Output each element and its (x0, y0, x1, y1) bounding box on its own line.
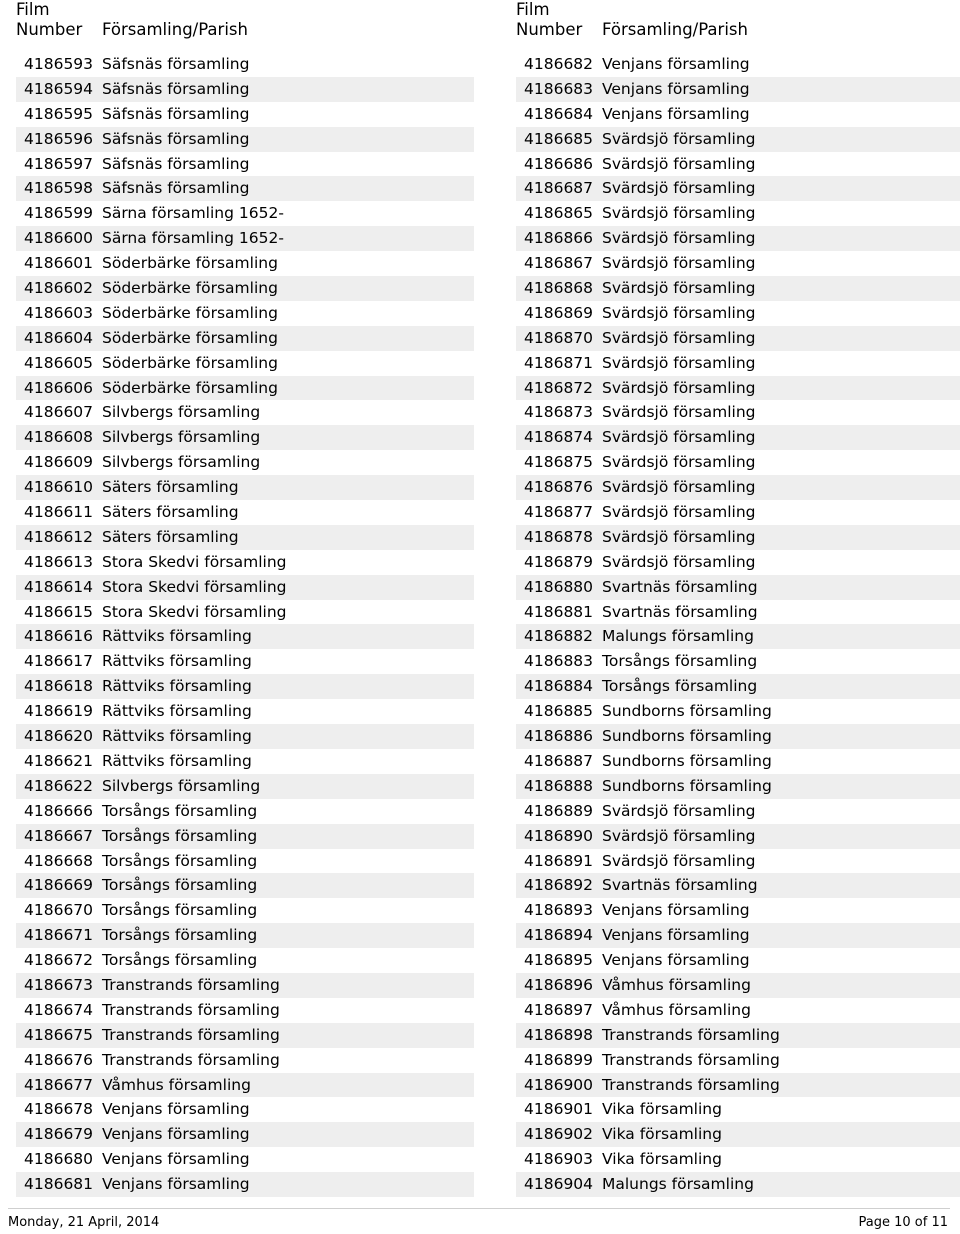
table-row (516, 649, 960, 674)
parish-name: Malungs församling (602, 1175, 754, 1194)
film-number: 4186682 (524, 55, 594, 73)
film-number: 4186878 (524, 527, 594, 546)
parish-name: Svärdsjö församling (602, 851, 756, 870)
table-row (516, 824, 960, 849)
table-row (516, 699, 960, 724)
table-row (516, 500, 960, 525)
table-row (516, 550, 960, 575)
film-number: 4186684 (524, 104, 594, 123)
film-number: 4186677 (24, 1075, 94, 1094)
film-number: 4186898 (524, 1025, 594, 1044)
parish-name: Venjans församling (602, 79, 750, 98)
parish-name: Venjans församling (602, 951, 750, 970)
table-row (16, 824, 474, 849)
parish-name: Rättviks församling (102, 751, 252, 770)
table-row (516, 376, 960, 401)
film-number: 4186609 (24, 453, 94, 472)
film-number: 4186617 (24, 652, 94, 671)
table-row (516, 525, 960, 550)
table-row (516, 52, 960, 77)
parish-name: Söderbärke församling (102, 353, 278, 372)
table-row (516, 948, 960, 973)
film-number: 4186874 (524, 428, 594, 447)
parish-name: Våmhus församling (602, 1000, 751, 1019)
parish-name: Svärdsjö församling (602, 801, 756, 820)
parish-name: Silvbergs församling (102, 453, 261, 472)
film-number: 4186668 (24, 851, 94, 870)
parish-name: Söderbärke församling (102, 378, 278, 397)
parish-name: Särna församling 1652- (102, 229, 284, 248)
film-number: 4186685 (524, 129, 594, 148)
film-number: 4186621 (24, 751, 94, 770)
table-row (16, 276, 474, 301)
parish-name: Sundborns församling (602, 702, 772, 721)
parish-name: Söderbärke församling (102, 328, 278, 347)
column-header (516, 0, 960, 52)
film-number: 4186865 (524, 204, 594, 223)
parish-name: Rättviks församling (102, 677, 252, 696)
table-row (516, 898, 960, 923)
film-number: 4186881 (524, 602, 594, 621)
parish-name: Säters församling (102, 478, 239, 497)
film-number: 4186604 (24, 328, 94, 347)
film-number: 4186901 (524, 1100, 594, 1119)
parish-name: Torsångs församling (102, 926, 258, 945)
table-row (516, 326, 960, 351)
table-row (16, 550, 474, 575)
film-number: 4186622 (24, 776, 94, 795)
parish-name: Sundborns församling (602, 727, 772, 746)
table-row (16, 1023, 474, 1048)
table-row (16, 1147, 474, 1172)
parish-name: Sundborns församling (602, 751, 772, 770)
parish-name: Venjans församling (602, 104, 750, 123)
film-number: 4186620 (24, 727, 94, 746)
film-number: 4186680 (24, 1150, 94, 1169)
film-number: 4186596 (24, 129, 94, 148)
parish-name: Våmhus församling (602, 975, 751, 994)
table-row (516, 102, 960, 127)
table-row (16, 1073, 474, 1098)
table-row (516, 1023, 960, 1048)
film-number: 4186598 (24, 179, 94, 198)
table-row (16, 77, 474, 102)
footer-divider (8, 1208, 950, 1209)
table-row (516, 152, 960, 177)
parish-name: Säters församling (102, 527, 239, 546)
table-row (516, 575, 960, 600)
film-number: 4186602 (24, 279, 94, 298)
table-row (16, 624, 474, 649)
film-number: 4186882 (524, 627, 594, 646)
table-row (516, 201, 960, 226)
parish-name: Transtrands församling (102, 1050, 280, 1069)
parish-name: Svärdsjö församling (602, 826, 756, 845)
table-row (16, 575, 474, 600)
parish-name: Torsångs församling (102, 951, 258, 970)
film-number: 4186893 (524, 901, 594, 920)
film-number: 4186600 (24, 229, 94, 248)
film-number: 4186667 (24, 826, 94, 845)
parish-name: Rättviks församling (102, 627, 252, 646)
film-number: 4186873 (524, 403, 594, 422)
table-row (16, 724, 474, 749)
parish-name: Rättviks församling (102, 652, 252, 671)
left-column (16, 0, 474, 1197)
table-row (16, 351, 474, 376)
table-row (16, 799, 474, 824)
table-row (16, 849, 474, 874)
film-number: 4186615 (24, 602, 94, 621)
film-number: 4186890 (524, 826, 594, 845)
table-row (516, 1172, 960, 1197)
film-number: 4186902 (524, 1125, 594, 1144)
table-row (516, 774, 960, 799)
table-row (16, 226, 474, 251)
table-row (16, 176, 474, 201)
parish-name: Svärdsjö församling (602, 527, 756, 546)
parish-name: Svärdsjö församling (602, 378, 756, 397)
film-number: 4186686 (524, 154, 594, 173)
parish-name: Venjans församling (102, 1100, 250, 1119)
film-number: 4186883 (524, 652, 594, 671)
table-row (516, 251, 960, 276)
table-row (16, 1048, 474, 1073)
parish-name: Rättviks församling (102, 727, 252, 746)
table-row (516, 127, 960, 152)
table-row (516, 276, 960, 301)
parish-name: Transtrands församling (602, 1025, 780, 1044)
film-number-header (16, 0, 96, 40)
parish-name: Venjans församling (602, 926, 750, 945)
table-row (516, 749, 960, 774)
table-row (16, 774, 474, 799)
parish-name: Svärdsjö församling (602, 453, 756, 472)
table-row (516, 176, 960, 201)
film-number: 4186903 (524, 1150, 594, 1169)
table-row (16, 1172, 474, 1197)
parish-name: Venjans församling (602, 901, 750, 920)
table-row (16, 102, 474, 127)
film-label: Film (516, 0, 550, 19)
parish-name: Sundborns församling (602, 776, 772, 795)
table-row (516, 450, 960, 475)
table-row (16, 52, 474, 77)
film-number: 4186670 (24, 901, 94, 920)
film-number: 4186872 (524, 378, 594, 397)
film-number: 4186894 (524, 926, 594, 945)
table-row (16, 699, 474, 724)
parish-name: Vika församling (602, 1150, 722, 1169)
parish-name: Torsångs församling (102, 876, 258, 895)
table-row (16, 326, 474, 351)
film-number-header (516, 0, 596, 40)
table-row (516, 873, 960, 898)
left-rows (16, 52, 474, 1197)
parish-name: Venjans församling (602, 55, 750, 73)
parish-name: Söderbärke församling (102, 254, 278, 273)
film-number: 4186880 (524, 577, 594, 596)
table-row (516, 1097, 960, 1122)
film-number: 4186603 (24, 303, 94, 322)
table-row (516, 400, 960, 425)
film-number: 4186594 (24, 79, 94, 98)
film-number: 4186892 (524, 876, 594, 895)
parish-name: Transtrands församling (102, 1000, 280, 1019)
right-rows (516, 52, 960, 1197)
film-number: 4186877 (524, 503, 594, 522)
film-number: 4186597 (24, 154, 94, 173)
film-number: 4186593 (24, 55, 94, 73)
parish-name: Stora Skedvi församling (102, 552, 287, 571)
film-number: 4186673 (24, 975, 94, 994)
table-row (516, 425, 960, 450)
table-row (516, 799, 960, 824)
film-number: 4186610 (24, 478, 94, 497)
film-number: 4186674 (24, 1000, 94, 1019)
parish-name: Torsångs församling (602, 652, 758, 671)
film-number: 4186888 (524, 776, 594, 795)
film-number: 4186870 (524, 328, 594, 347)
footer-page-number: Page 10 of 11 (858, 1215, 948, 1230)
film-number: 4186613 (24, 552, 94, 571)
table-row (516, 351, 960, 376)
parish-name: Säfsnäs församling (102, 129, 250, 148)
parish-name: Svärdsjö församling (602, 229, 756, 248)
table-row (16, 201, 474, 226)
table-row (16, 923, 474, 948)
table-row (516, 77, 960, 102)
table-row (16, 649, 474, 674)
number-label: Number (16, 20, 83, 39)
table-row (16, 973, 474, 998)
film-number: 4186618 (24, 677, 94, 696)
parish-name: Torsångs församling (102, 826, 258, 845)
parish-name: Venjans församling (102, 1175, 250, 1194)
film-number: 4186679 (24, 1125, 94, 1144)
film-number: 4186619 (24, 702, 94, 721)
film-number: 4186866 (524, 229, 594, 248)
parish-name: Stora Skedvi församling (102, 602, 287, 621)
film-number: 4186681 (24, 1175, 94, 1194)
film-number: 4186895 (524, 951, 594, 970)
film-number: 4186669 (24, 876, 94, 895)
film-number: 4186899 (524, 1050, 594, 1069)
parish-name: Svärdsjö församling (602, 279, 756, 298)
parish-name: Transtrands församling (602, 1075, 780, 1094)
table-row (516, 674, 960, 699)
parish-name: Torsångs församling (102, 801, 258, 820)
film-label: Film (16, 0, 50, 19)
film-number: 4186875 (524, 453, 594, 472)
table-row (16, 152, 474, 177)
table-row (16, 525, 474, 550)
film-number: 4186683 (524, 79, 594, 98)
table-row (16, 475, 474, 500)
parish-name: Säfsnäs församling (102, 55, 250, 73)
table-row (16, 500, 474, 525)
parish-name: Transtrands församling (102, 975, 280, 994)
parish-name: Svärdsjö församling (602, 179, 756, 198)
parish-name: Rättviks församling (102, 702, 252, 721)
film-number: 4186672 (24, 951, 94, 970)
parish-header: Församling/Parish (102, 20, 248, 39)
table-row (16, 998, 474, 1023)
table-row (516, 923, 960, 948)
film-number: 4186887 (524, 751, 594, 770)
parish-name: Säfsnäs församling (102, 154, 250, 173)
film-number: 4186612 (24, 527, 94, 546)
parish-name: Söderbärke församling (102, 279, 278, 298)
parish-name: Transtrands församling (602, 1050, 780, 1069)
film-number: 4186601 (24, 254, 94, 273)
film-number: 4186611 (24, 503, 94, 522)
table-row (16, 301, 474, 326)
film-number: 4186891 (524, 851, 594, 870)
table-row (516, 226, 960, 251)
footer-date: Monday, 21 April, 2014 (8, 1215, 160, 1230)
film-number: 4186608 (24, 428, 94, 447)
parish-name: Säters församling (102, 503, 239, 522)
parish-name: Svärdsjö församling (602, 478, 756, 497)
parish-name: Säfsnäs församling (102, 179, 250, 198)
parish-name: Silvbergs församling (102, 428, 261, 447)
number-label: Number (516, 20, 583, 39)
film-number: 4186599 (24, 204, 94, 223)
parish-name: Säfsnäs församling (102, 104, 250, 123)
film-number: 4186884 (524, 677, 594, 696)
column-header (16, 0, 474, 52)
parish-name: Svärdsjö församling (602, 129, 756, 148)
parish-name: Vika församling (602, 1100, 722, 1119)
parish-name: Svartnäs församling (602, 876, 758, 895)
parish-name: Svartnäs församling (602, 577, 758, 596)
table-row (516, 724, 960, 749)
parish-name: Säfsnäs församling (102, 79, 250, 98)
film-number: 4186867 (524, 254, 594, 273)
film-number: 4186876 (524, 478, 594, 497)
table-row (16, 674, 474, 699)
table-row (516, 998, 960, 1023)
film-number: 4186595 (24, 104, 94, 123)
film-number: 4186897 (524, 1000, 594, 1019)
film-number: 4186869 (524, 303, 594, 322)
parish-name: Svärdsjö församling (602, 353, 756, 372)
film-number: 4186896 (524, 975, 594, 994)
parish-header: Församling/Parish (602, 20, 748, 39)
parish-name: Svärdsjö församling (602, 428, 756, 447)
film-number: 4186687 (524, 179, 594, 198)
parish-name: Silvbergs församling (102, 776, 261, 795)
film-number: 4186607 (24, 403, 94, 422)
table-row (516, 849, 960, 874)
parish-name: Svärdsjö församling (602, 154, 756, 173)
table-row (16, 600, 474, 625)
film-number: 4186676 (24, 1050, 94, 1069)
film-number: 4186605 (24, 353, 94, 372)
film-number: 4186885 (524, 702, 594, 721)
table-row (16, 1097, 474, 1122)
parish-name: Svärdsjö församling (602, 204, 756, 223)
parish-name: Svärdsjö församling (602, 328, 756, 347)
parish-name: Svärdsjö församling (602, 403, 756, 422)
parish-name: Torsångs församling (102, 901, 258, 920)
table-row (16, 400, 474, 425)
film-number: 4186879 (524, 552, 594, 571)
table-row (516, 1122, 960, 1147)
table-row (516, 624, 960, 649)
table-row (516, 475, 960, 500)
film-number: 4186666 (24, 801, 94, 820)
parish-name: Transtrands församling (102, 1025, 280, 1044)
parish-name: Venjans församling (102, 1150, 250, 1169)
film-number: 4186606 (24, 378, 94, 397)
table-row (16, 376, 474, 401)
parish-name: Våmhus församling (102, 1075, 251, 1094)
film-number: 4186868 (524, 279, 594, 298)
film-number: 4186614 (24, 577, 94, 596)
film-number: 4186900 (524, 1075, 594, 1094)
parish-name: Malungs församling (602, 627, 754, 646)
parish-name: Torsångs församling (602, 677, 758, 696)
parish-name: Torsångs församling (102, 851, 258, 870)
parish-name: Svärdsjö församling (602, 552, 756, 571)
parish-name: Söderbärke församling (102, 303, 278, 322)
table-row (16, 127, 474, 152)
right-column (516, 0, 960, 1197)
film-number: 4186904 (524, 1175, 594, 1194)
table-row (16, 1122, 474, 1147)
parish-name: Stora Skedvi församling (102, 577, 287, 596)
parish-name: Svärdsjö församling (602, 303, 756, 322)
film-number: 4186675 (24, 1025, 94, 1044)
table-row (516, 1073, 960, 1098)
parish-name: Vika församling (602, 1125, 722, 1144)
film-number: 4186678 (24, 1100, 94, 1119)
film-number: 4186886 (524, 727, 594, 746)
film-number: 4186671 (24, 926, 94, 945)
parish-name: Särna församling 1652- (102, 204, 284, 223)
film-number: 4186871 (524, 353, 594, 372)
parish-name: Venjans församling (102, 1125, 250, 1144)
table-row (516, 973, 960, 998)
table-row (516, 600, 960, 625)
table-row (16, 251, 474, 276)
film-number: 4186889 (524, 801, 594, 820)
table-row (16, 898, 474, 923)
parish-name: Svärdsjö församling (602, 254, 756, 273)
table-row (16, 425, 474, 450)
table-row (16, 450, 474, 475)
table-row (16, 749, 474, 774)
parish-name: Silvbergs församling (102, 403, 261, 422)
parish-name: Svartnäs församling (602, 602, 758, 621)
table-row (16, 873, 474, 898)
table-row (516, 301, 960, 326)
film-number: 4186616 (24, 627, 94, 646)
table-row (516, 1147, 960, 1172)
table-row (16, 948, 474, 973)
table-row (516, 1048, 960, 1073)
parish-name: Svärdsjö församling (602, 503, 756, 522)
